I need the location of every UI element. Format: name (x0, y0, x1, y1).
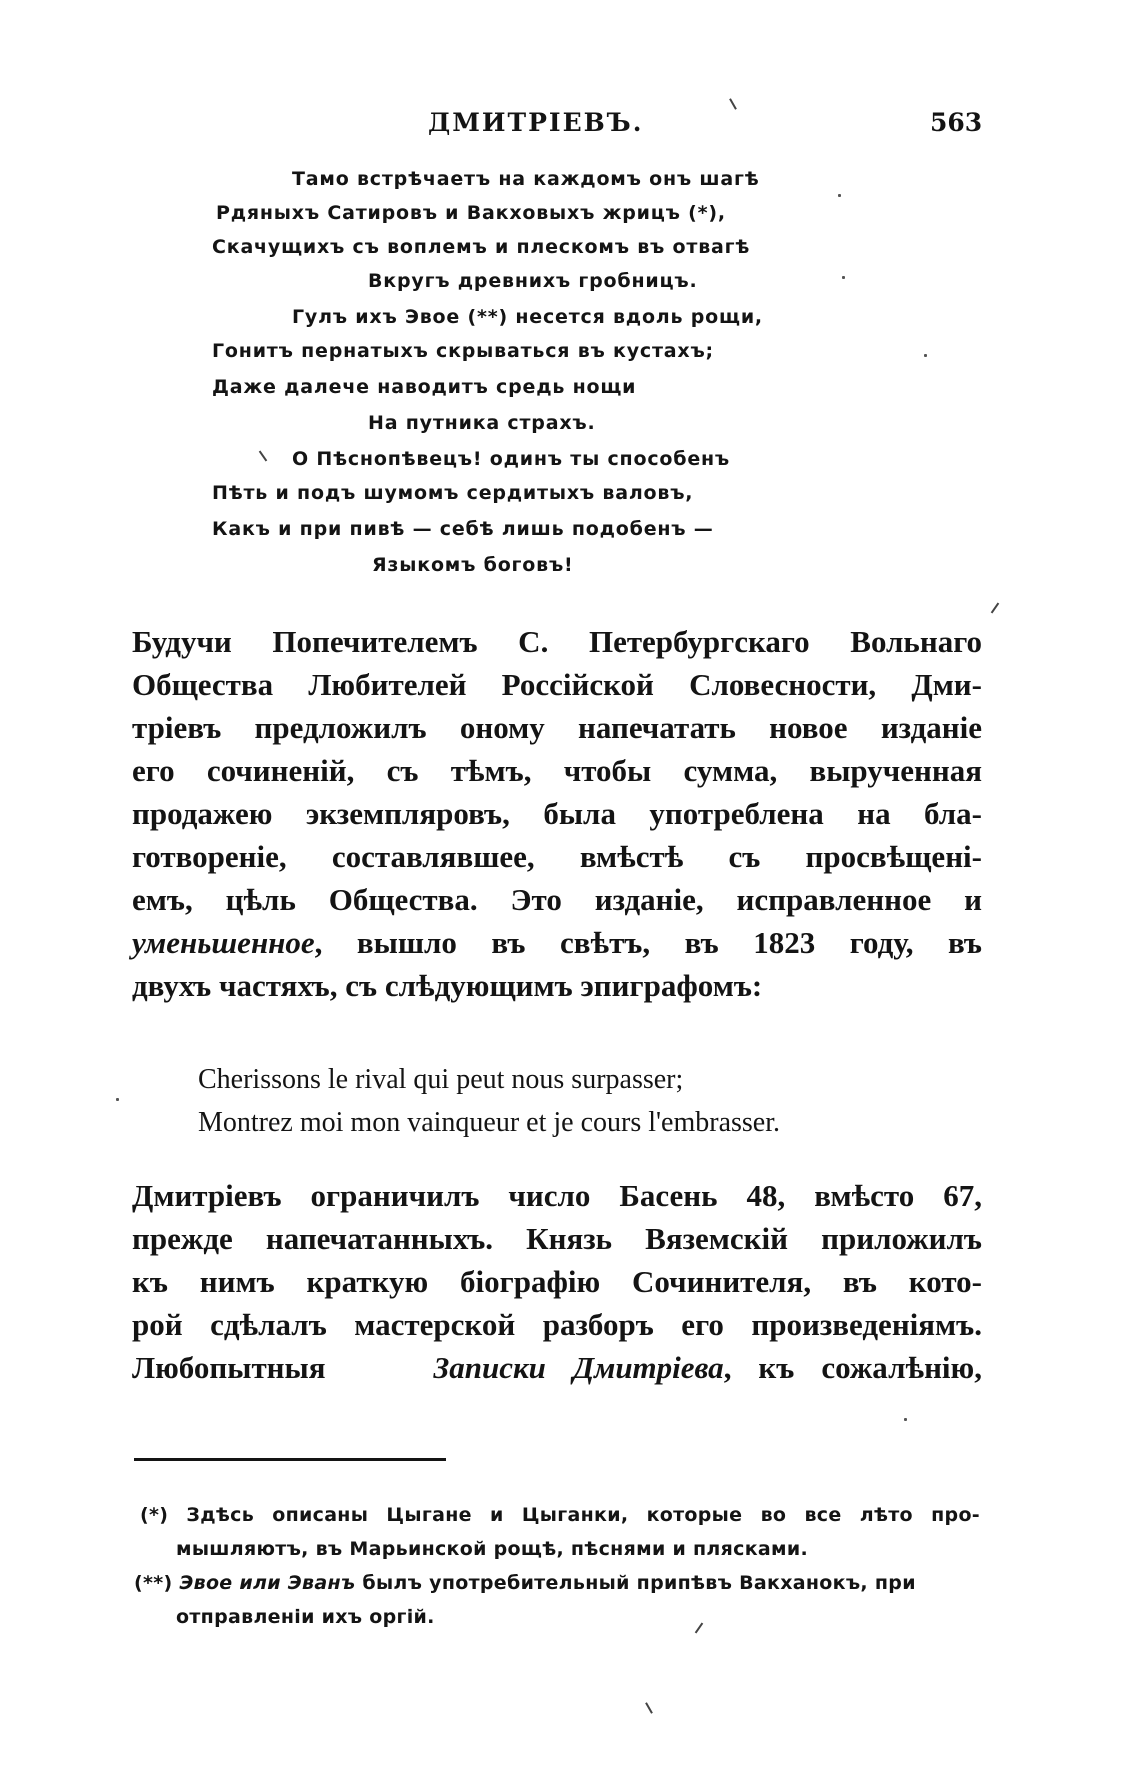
paragraph-line: двухъ частяхъ, съ слѣдующимъ эпиграфомъ: (132, 968, 763, 1003)
paragraph-line-text: , вышло въ свѣтъ, въ 1823 году, въ (314, 925, 982, 960)
italic-word-umenshennoe: уменьшенное (132, 925, 315, 960)
paragraph-line-start: Любопытныя (132, 1350, 326, 1385)
verse-line: Гонитъ пернатыхъ скрываться въ кустахъ; (212, 340, 714, 362)
paragraph-line: къ нимъ краткую біографію Сочинителя, въ кото- (132, 1264, 982, 1299)
scan-speck (645, 1702, 653, 1713)
verse-line: На путника страхъ. (368, 412, 596, 434)
paragraph-line: продажею экземпляровъ, была употреблена на бла- (132, 796, 982, 831)
verse-line-text: Гулъ ихъ Эвое (**) несется вдоль рощи, (292, 306, 763, 328)
scan-speck (695, 1623, 704, 1634)
scan-speck (259, 451, 268, 462)
paragraph-line: тріевъ предложилъ оному напечатать новое изданіе (132, 710, 982, 745)
italic-title-zapiski: Записки Дмитріева (433, 1350, 724, 1385)
paragraph-line (132, 927, 982, 958)
page-header (0, 108, 1140, 148)
running-title: ДМИТРІЕВЪ. (428, 108, 644, 137)
verse-line: Даже далече наводитъ средь нощи (212, 376, 637, 398)
epigraph-line: Montrez moi mon vainqueur et je cours l'embrasser. (198, 1107, 780, 1138)
verse-line: Пѣть и подъ шумомъ сердитыхъ валовъ, (212, 482, 694, 504)
footnote-line: отправленіи ихъ оргій. (176, 1606, 435, 1628)
paragraph-line: Будучи Попечителемъ С. Петербургскаго Вольнаго (132, 624, 982, 659)
paragraph-line: его сочиненій, съ тѣмъ, чтобы сумма, вырученная (132, 753, 982, 788)
verse-line: Какъ и при пивѣ — себѣ лишь подобенъ — (212, 518, 714, 540)
paragraph-line: емъ, цѣль Общества. Это изданіе, исправленное и (132, 882, 982, 917)
verse-line: О Пѣснопѣвецъ! одинъ ты способенъ (292, 448, 731, 470)
scan-speck (904, 1418, 907, 1421)
footnote-separator (134, 1458, 446, 1461)
verse-line: Вкругъ древнихъ гробницъ. (368, 270, 698, 292)
page-number: 563 (930, 108, 983, 137)
footnote-text: былъ употребительный припѣвъ Вакханокъ, при (362, 1572, 916, 1594)
paragraph-line: Дмитріевъ ограничилъ число Басень 48, вмѣсто 67, (132, 1178, 982, 1213)
verse-line (292, 306, 763, 328)
scan-speck (116, 1098, 119, 1101)
footnote-line: (*) Здѣсь описаны Цыгане и Цыганки, которые во все лѣто про- (140, 1504, 980, 1526)
footnote-line: мышляютъ, въ Марьинской рощѣ, пѣснями и плясками. (176, 1538, 808, 1560)
verse-line: Языкомъ боговъ! (372, 554, 574, 576)
footnote-italic-evoe: Эвое или Эванъ (179, 1572, 356, 1594)
footnote-mark: (**) (134, 1572, 173, 1594)
paragraph-line: прежде напечатанныхъ. Князь Вяземскій приложилъ (132, 1221, 982, 1256)
scan-speck (842, 276, 845, 279)
paragraph-line: Общества Любителей Россійской Словесности, Дми- (132, 667, 982, 702)
paragraph-line (132, 1352, 982, 1383)
verse-line: Рдяныхъ Сатировъ и Вакховыхъ жрицъ (*), (216, 202, 726, 224)
paragraph-line: готвореніе, составлявшее, вмѣстѣ съ просвѣщені- (132, 839, 982, 874)
paragraph-line: рой сдѣлалъ мастерской разборъ его произведеніямъ. (132, 1307, 982, 1342)
scan-speck (991, 603, 1000, 614)
epigraph-line: Cherissons le rival qui peut nous surpasser; (198, 1064, 684, 1095)
epigraph (198, 1058, 780, 1144)
verse-line: Тамо встрѣчаетъ на каждомъ онъ шагѣ (292, 168, 760, 190)
scan-speck (838, 194, 841, 197)
footnote-line (134, 1572, 916, 1594)
verse-line: Скачущихъ съ воплемъ и плескомъ въ отвагѣ (212, 236, 751, 258)
scan-speck (924, 354, 927, 357)
paragraph-line-end: , къ сожалѣнію, (723, 1350, 982, 1385)
